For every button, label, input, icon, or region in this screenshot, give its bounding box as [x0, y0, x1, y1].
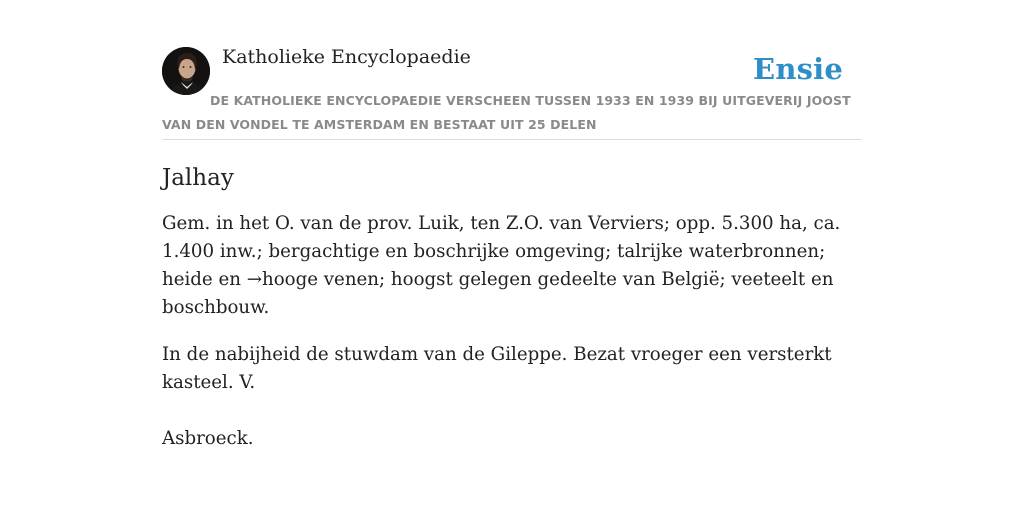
site-description: DE KATHOLIEKE ENCYCLOPAEDIE VERSCHEEN TUSSEN 1933 EN 1939 BIJ UITGEVERIJ JOOST VAN DEN VONDEL TE AMSTERDAM EN BESTAAT UIT 25 DELEN	[162, 93, 851, 132]
article-paragraph: Gem. in het O. van de prov. Luik, ten Z.O. van Verviers; opp. 5.300 ha, ca. 1.400 inw.; bergachtige en boschrijke omgeving; talrijke waterbronnen; heide en →hooge venen; hoogst gelegen gedeelte van België; veeteelt en boschbouw.	[162, 213, 841, 318]
header-divider	[162, 139, 862, 140]
article-title: Jalhay	[162, 165, 234, 191]
site-title[interactable]: Katholieke Encyclopaedie	[222, 46, 471, 68]
brand-logo[interactable]: Ensie	[753, 52, 843, 86]
portrait-avatar-icon[interactable]	[162, 47, 210, 95]
article	[162, 160, 862, 453]
article-paragraph: In de nabijheid de stuwdam van de Gileppe. Bezat vroeger een versterkt kasteel. V.	[162, 344, 832, 393]
article-author: Asbroeck.	[162, 428, 254, 449]
